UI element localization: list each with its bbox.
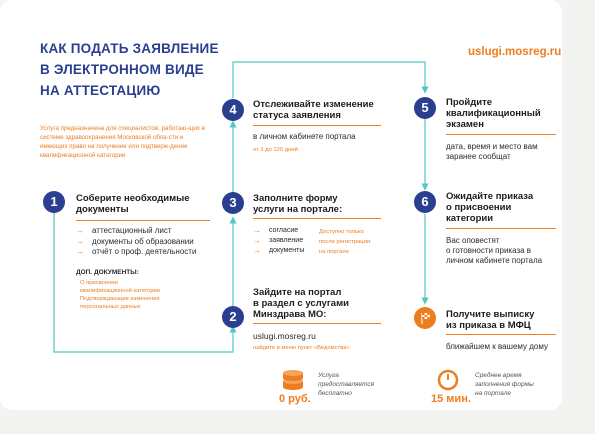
step-2-number: 2 (222, 306, 244, 328)
list-item: → согласие (253, 226, 299, 235)
step-3-note: Доступно только после регистрации на портале (319, 229, 371, 255)
step-2-title: Зайдите на портал в раздел с услугами Минздрава МО: (253, 287, 349, 320)
extra-docs-heading: ДОП. ДОКУМЕНТЫ: (76, 269, 139, 276)
intro-text: Услуга предназначена для специалистов, работаю-щих в системе здравоохранения Московской обла-сти и имеющих право на получение или подтверж-дение квалификационной категории (40, 125, 205, 159)
step-3-number: 3 (222, 192, 244, 214)
portal-link[interactable]: uslugi.mosreg.ru (253, 331, 316, 341)
title-line: КАК ПОДАТЬ ЗАЯВЛЕНИЕ (40, 41, 219, 56)
step-7-rule (446, 334, 556, 335)
time-value: 15 мин. (431, 393, 471, 405)
timer-icon (437, 369, 459, 396)
title-line: НА АТТЕСТАЦИЮ (40, 83, 161, 98)
price-value: 0 руб. (279, 393, 311, 405)
connector-4-5 (233, 62, 425, 98)
step-7-title: Получите выписку из приказа в МФЦ (446, 309, 535, 331)
step-2-rule (253, 323, 381, 324)
step-5-number: 5 (414, 97, 436, 119)
coins-icon (281, 369, 305, 396)
list-item: → заявление (253, 236, 304, 245)
step-6-rule (446, 228, 556, 229)
step-3-title: Заполните форму услуги на портале: (253, 193, 343, 215)
step-1-title: Соберите необходимые документы (76, 193, 190, 215)
page-title (40, 38, 230, 101)
title-line: В ЭЛЕКТРОННОМ ВИДЕ (40, 62, 204, 77)
step-1-list (76, 226, 196, 258)
list-item: → документы (253, 246, 305, 255)
step-5-text: дата, время и место вам заранее сообщат (446, 142, 538, 161)
step-5-rule (446, 134, 556, 135)
step-4-rule (253, 125, 381, 126)
list-item: → документы об образовании (76, 236, 194, 246)
step-4-title: Отслеживайте изменение статуса заявления (253, 99, 374, 121)
step-6-title: Ожидайте приказа о присвоении категории (446, 191, 534, 224)
step-1-rule (76, 220, 210, 221)
step-4-text: в личном кабинете портала (253, 132, 356, 141)
site-link[interactable]: uslugi.mosreg.ru (468, 46, 562, 58)
list-item: → отчёт о проф. деятельности (76, 247, 197, 256)
step-3-rule (253, 218, 381, 219)
portal-hint: найдите в меню пункт «Ведомства» (253, 345, 350, 351)
step-5-title: Пройдите квалификационный экзамен (446, 97, 541, 130)
step-4-days: от 1 до 120 дней (253, 147, 298, 153)
step-6-number: 6 (414, 191, 436, 213)
step-1-number: 1 (43, 191, 65, 213)
price-note: Услуга предоставляется бесплатно (318, 372, 375, 397)
flag-icon (414, 307, 436, 329)
step-4-number: 4 (222, 99, 244, 121)
step-6-text: Вас оповестят о готовности приказа в личном кабинете портала (446, 236, 543, 265)
time-note: Среднее время заполнения формы на портале (475, 372, 534, 397)
list-item: → аттестационный лист (76, 226, 172, 235)
extra-docs-list: О присвоении квалификационной категории Подтверждающие изменения персональных данных (80, 280, 161, 310)
step-7-text: ближайшем к вашему дому (446, 342, 548, 351)
step-3-list (253, 226, 304, 256)
